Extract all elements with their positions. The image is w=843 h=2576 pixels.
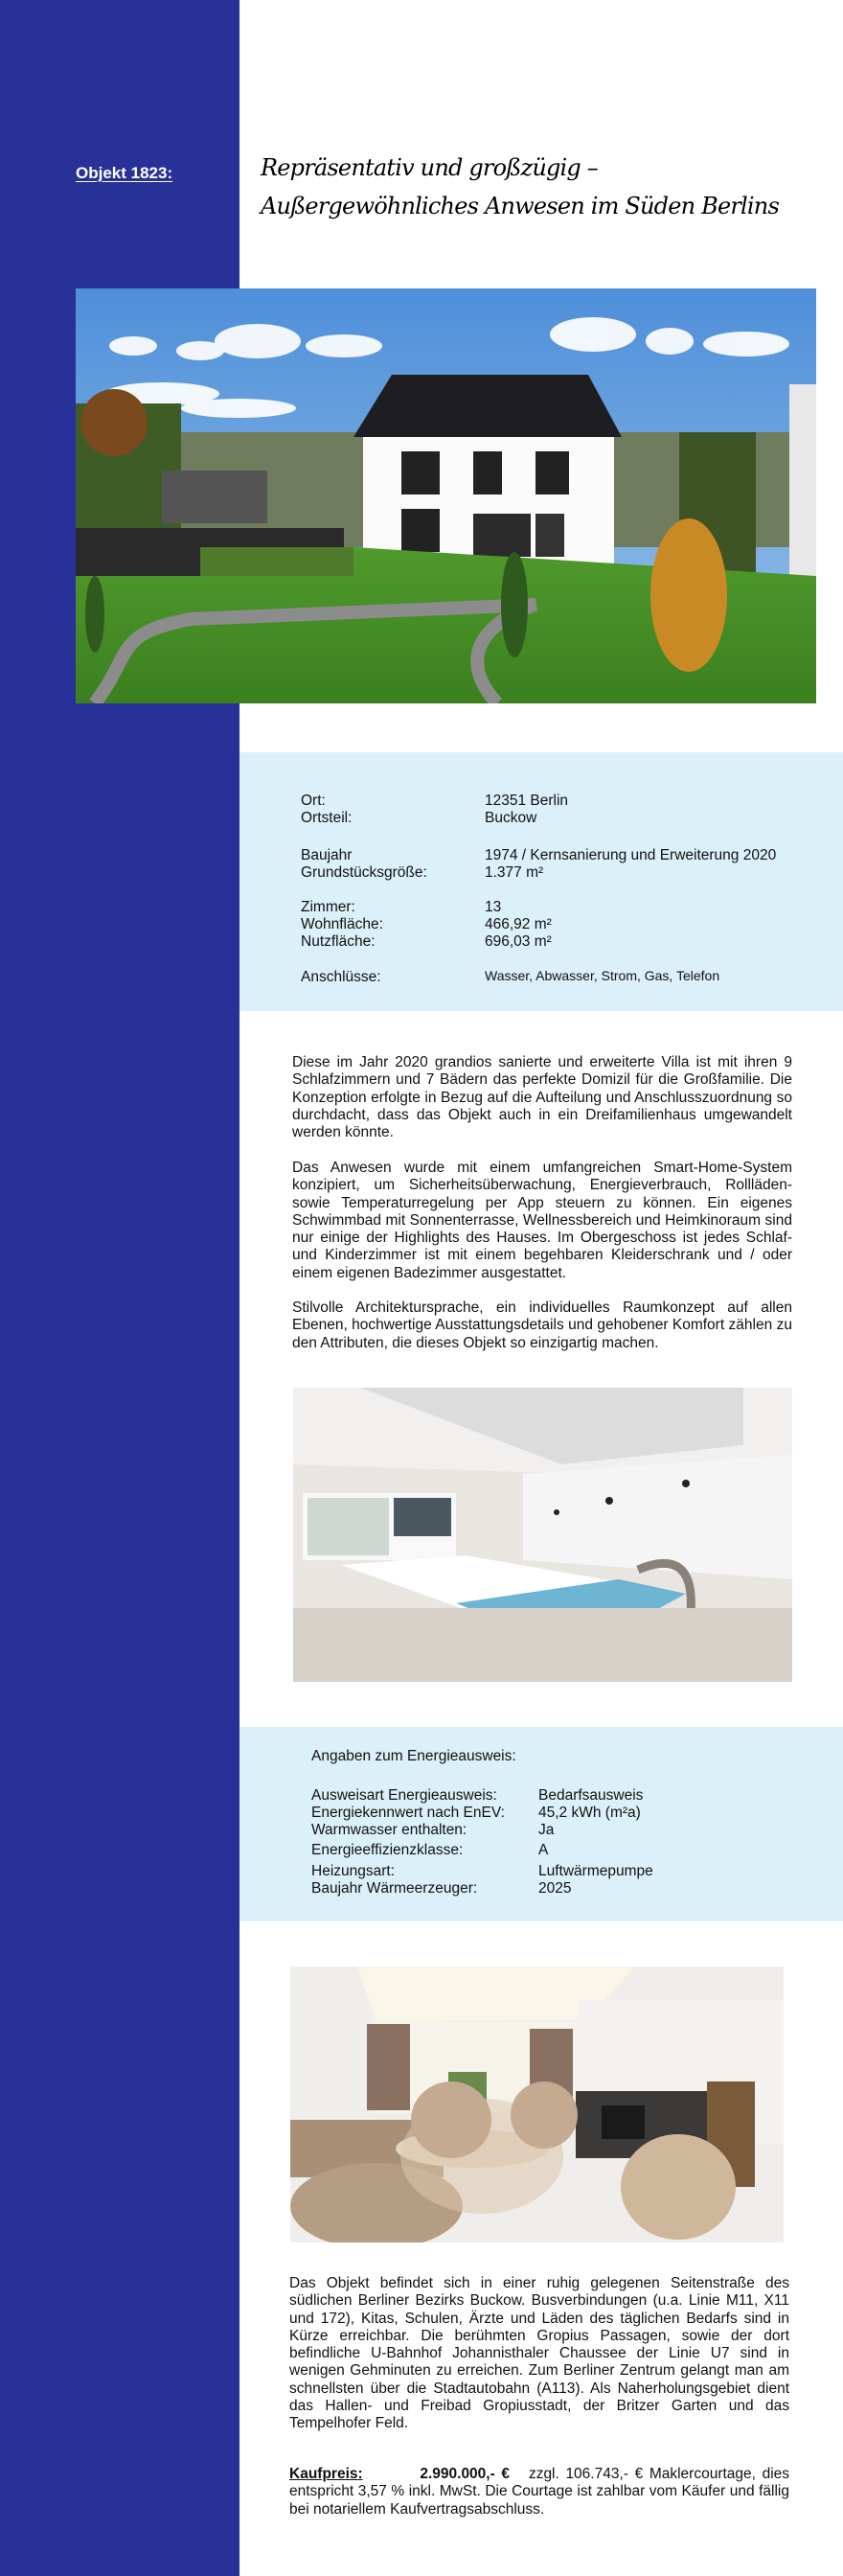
- pool-photo: [293, 1388, 792, 1682]
- energy-value: 2025: [538, 1880, 572, 1897]
- fact-value: 466,92 m²: [485, 916, 552, 932]
- price-paragraph: [289, 2466, 789, 2518]
- energy-heading-text: Angaben zum Energieausweis:: [311, 1748, 516, 1764]
- fact-label: Ort:: [301, 793, 326, 809]
- fact-label: Grundstücksgröße:: [301, 864, 427, 881]
- fact-label: Anschlüsse:: [301, 969, 381, 985]
- price-label: Kaufpreis:: [289, 2466, 363, 2482]
- fact-value: 1974 / Kernsanierung und Erweiterung 2020: [485, 847, 777, 863]
- energy-label: Baujahr Wärmeerzeuger:: [311, 1880, 478, 1897]
- price-value: 2.990.000,- €: [420, 2466, 511, 2482]
- fact-label: Ortsteil:: [301, 810, 353, 826]
- title-line-1: Repräsentativ und großzügig –: [261, 154, 599, 181]
- fact-label: Nutzfläche:: [301, 933, 376, 950]
- description-paragraph-2: Das Anwesen wurde mit einem umfangreichen Smart-Home-System konzipiert, um Sicherheitsüberwachung, Energieverbrauch, Rollläden- sowie Temperaturregelung per App steuern zu können. Ein eigenes Schwimmbad mit Sonnenterrasse, Wellnessbereich und Heimkinoraum sind nur einige der Highlights des Hauses. Im Obergeschoss ist jedes Schlaf- und Kinderzimmer ist mit einem begehbaren Kleiderschrank und / oder einem eigenen Badezimmer ausgestattet.: [292, 1160, 792, 1281]
- energy-label: Ausweisart Energieausweis:: [311, 1787, 497, 1804]
- title-line-2: Außergewöhnliches Anwesen im Süden Berlins: [261, 193, 779, 219]
- energy-value: Bedarfsausweis: [538, 1787, 644, 1804]
- fact-value: Buckow: [485, 810, 537, 826]
- energy-value: Ja: [538, 1822, 555, 1838]
- fact-value: 1.377 m²: [485, 864, 544, 881]
- energy-label: Energiekennwert nach EnEV:: [311, 1805, 505, 1821]
- location-paragraph: Das Objekt befindet sich in einer ruhig gelegenen Seitenstraße des südlichen Berliner Bezirks Buckow. Busverbindungen (u.a. Linie M11, X11 und 172), Kitas, Schulen, Ärzte und Läden des täglichen Bedarfs sind in Kürze erreichbar. Die berühmten Gropius Passagen, sowie der dort befindliche U-Bahnhof Johannisthaler Chaussee der Linie U7 sind in wenigen Gehminuten zu erreichen. Zum Berliner Zentrum gelangt man am schnellsten über die Stadtautobahn (A113). Als Naherholungsgebiet dient das Hallen- und Freibad Gropiusstadt, der Britzer Garten und das Tempelhofer Feld.: [289, 2275, 789, 2432]
- fact-label: Wohnfläche:: [301, 916, 383, 932]
- energy-label: Energieeffizienzklasse:: [311, 1842, 464, 1858]
- fact-value: 13: [485, 899, 502, 915]
- description-paragraph-3: Stilvolle Architektursprache, ein individuelles Raumkonzept auf allen Ebenen, hochwertige Ausstattungsdetails und gehobener Komfort zählen zu den Attributen, die dieses Objekt so einzigartig machen.: [292, 1300, 792, 1351]
- fact-value: 696,03 m²: [485, 933, 552, 950]
- fact-label: Baujahr: [301, 847, 353, 863]
- fact-label: Zimmer:: [301, 899, 355, 915]
- energy-label: Warmwasser enthalten:: [311, 1822, 467, 1838]
- fact-value: Wasser, Abwasser, Strom, Gas, Telefon: [485, 968, 720, 983]
- energy-value: 45,2 kWh (m²a): [538, 1805, 641, 1821]
- page-title: [261, 149, 826, 225]
- energy-label: Heizungsart:: [311, 1863, 396, 1879]
- energy-value: Luftwärmepumpe: [538, 1863, 653, 1879]
- fact-value: 12351 Berlin: [485, 793, 569, 809]
- object-number: Objekt 1823:: [76, 164, 173, 182]
- description-paragraph-1: Diese im Jahr 2020 grandios sanierte und erweiterte Villa ist mit ihren 9 Schlafzimmern und 7 Bädern das perfekte Domizil für die Großfamilie. Die Konzeption erfolgte in Bezug auf die Aufteilung und Anschlusszuordnung so durchdacht, dass das Objekt auch in ein Dreifamilienhaus umgewandelt werden könnte.: [292, 1054, 792, 1141]
- living-room-photo: [290, 1966, 784, 2242]
- exterior-photo: [76, 288, 816, 703]
- energy-value: A: [538, 1842, 549, 1858]
- price-details: zzgl. 106.743,- € Maklercourtage, dies entspricht 3,57 % inkl. MwSt. Die Courtage ist zahlbar vom Käufer und fällig bei notariellem Kaufvertragsabschluss.: [289, 2466, 790, 2518]
